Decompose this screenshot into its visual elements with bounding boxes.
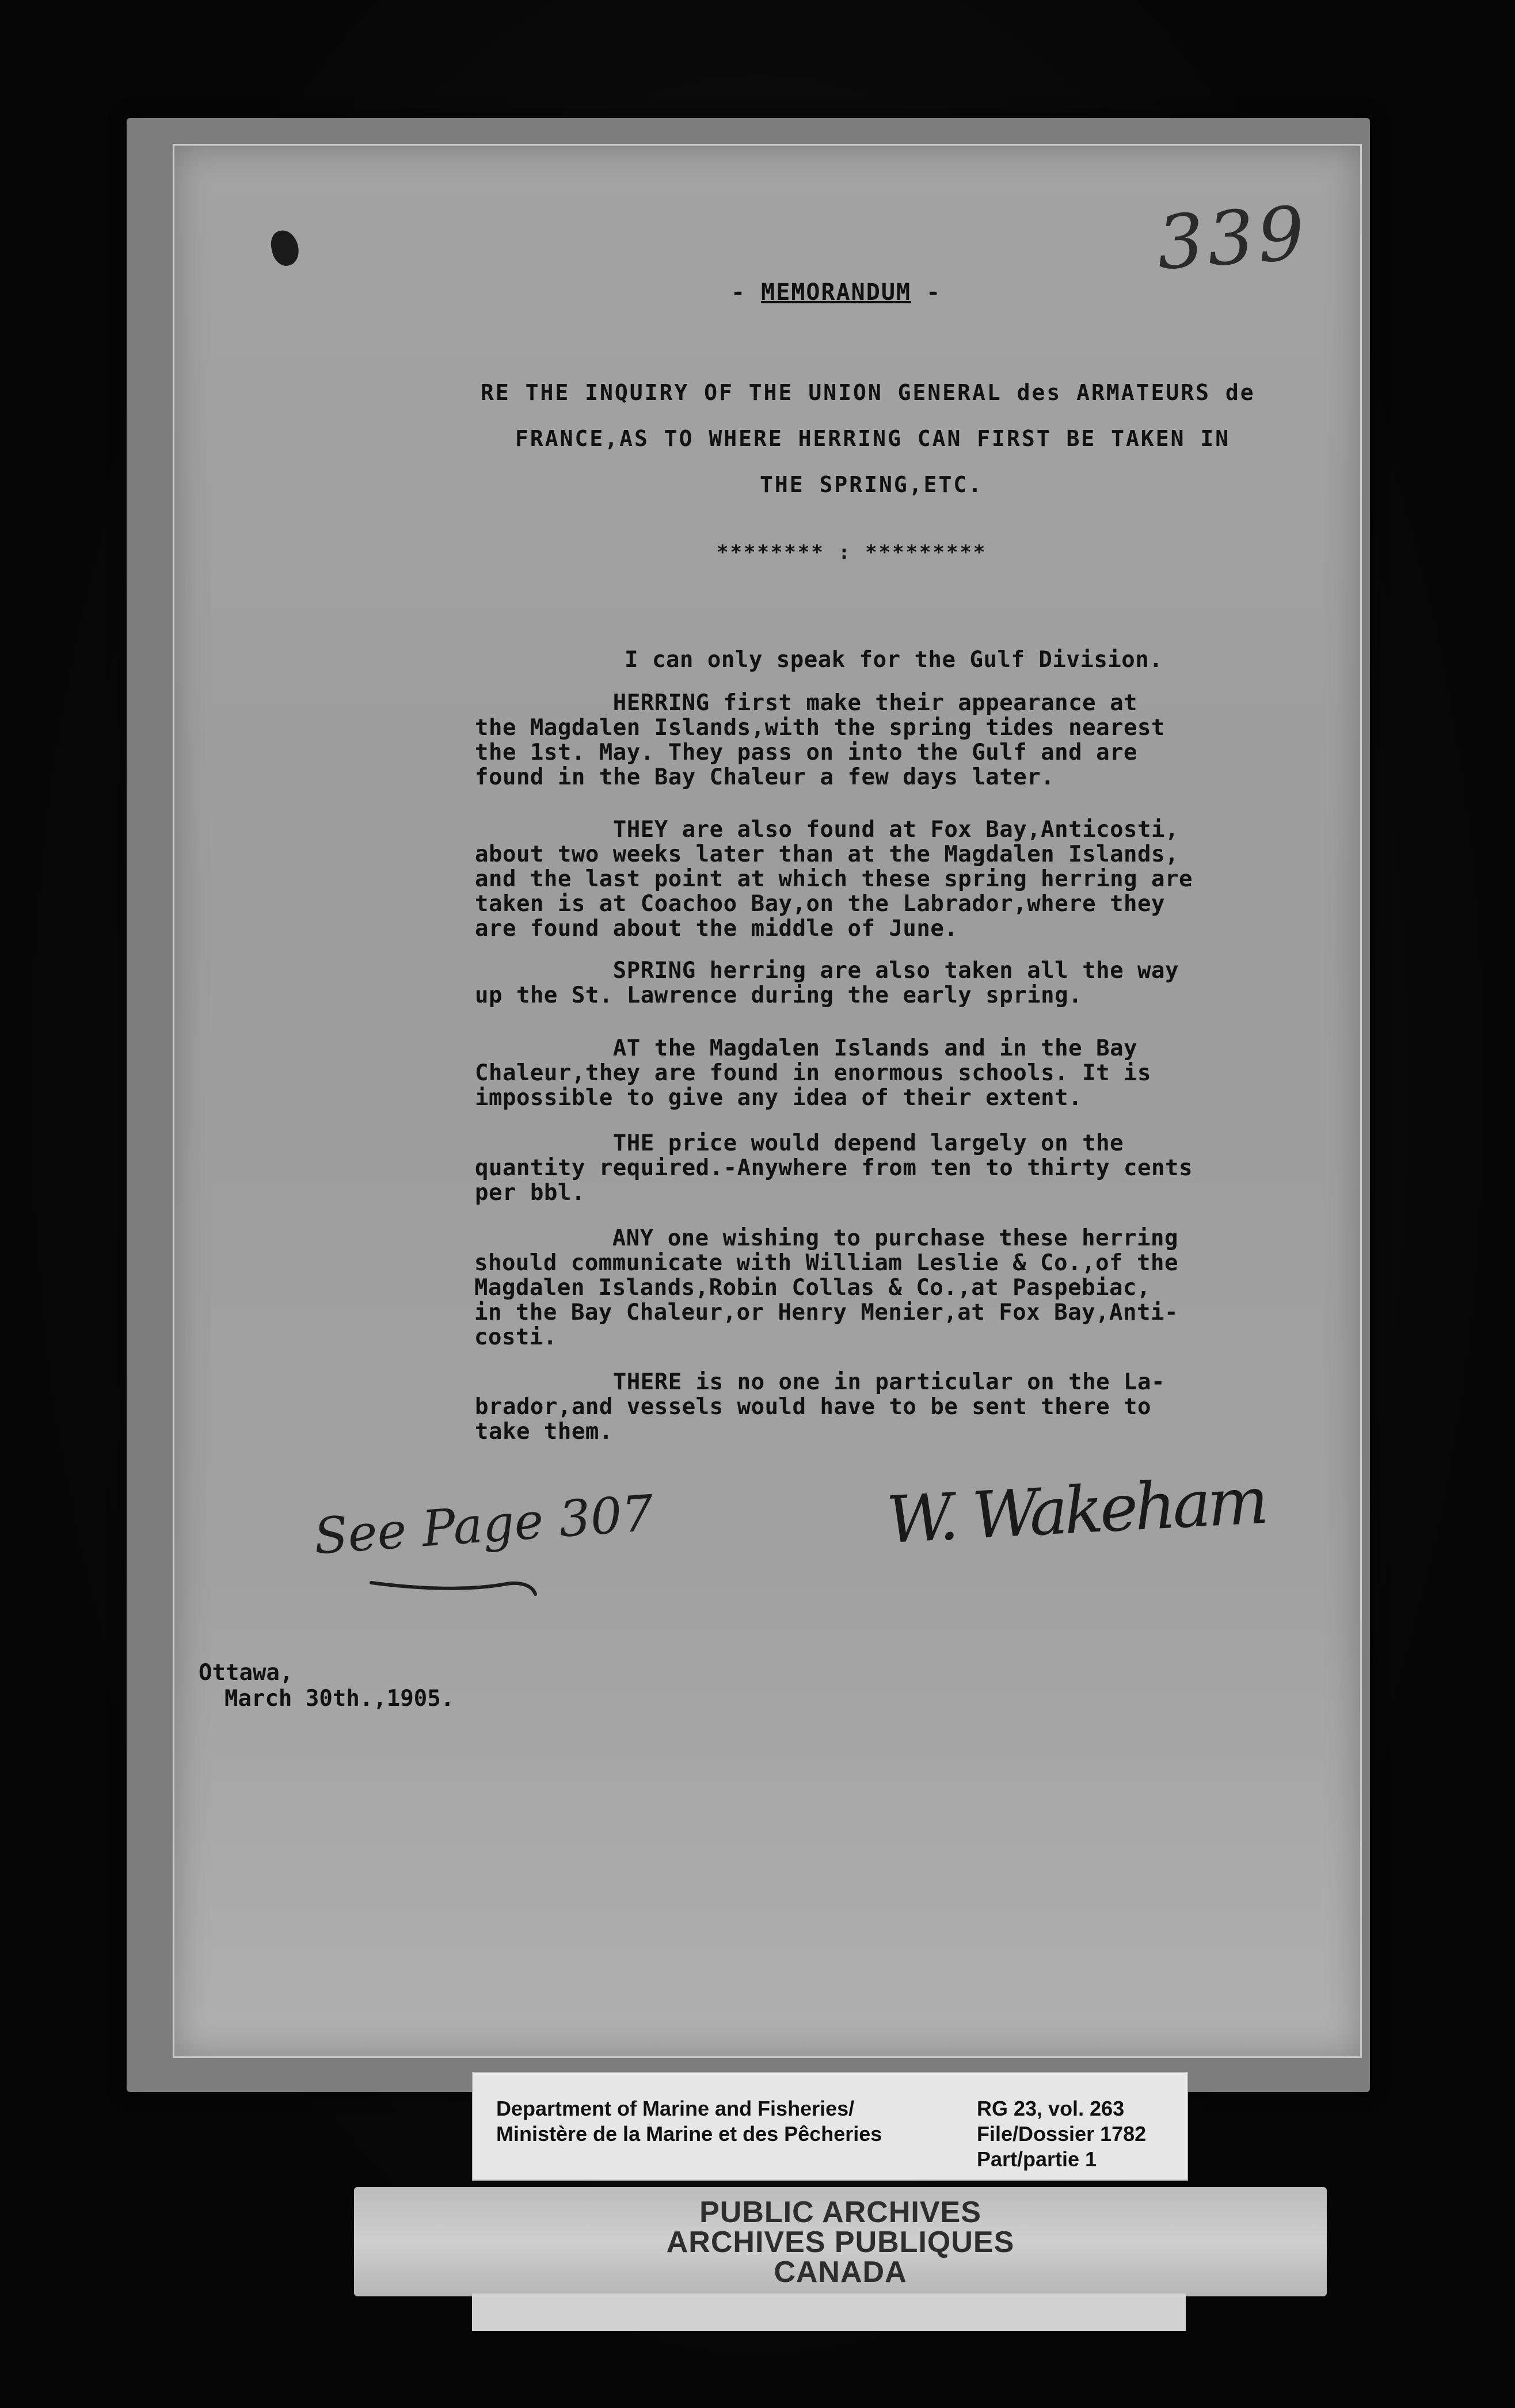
stamp-line-3: CANADA	[774, 2255, 907, 2289]
department-en: Department of Marine and Fisheries/	[496, 2097, 855, 2120]
heading-dash-right: -	[911, 279, 942, 306]
separator-line: ******** : *********	[717, 541, 987, 564]
stamp-line-1: PUBLIC ARCHIVES	[699, 2196, 981, 2229]
heading-title: MEMORANDUM	[761, 279, 911, 306]
handwritten-underline	[368, 1565, 541, 1600]
paragraph-st-lawrence: SPRING herring are also taken all the way up the St. Lawrence during the early spring.	[475, 958, 1179, 1008]
place: Ottawa,	[199, 1660, 294, 1686]
record-group: RG 23, vol. 263	[977, 2097, 1125, 2120]
memo-heading	[731, 279, 941, 306]
heading-dash-left: -	[731, 279, 762, 306]
subject-line-3: THE SPRING,ETC.	[760, 472, 984, 497]
paragraph-contacts: ANY one wishing to purchase these herring should communicate with William Leslie & Co.,of the Magdalen Islands,Robin Collas & Co.,at Paspebiac, in the Bay Chaleur,or Henry Menier,at Fox Bay,Anti- costi.	[474, 1225, 1178, 1350]
archive-stamp-text	[354, 2197, 1327, 2287]
archive-reference	[977, 2096, 1146, 2172]
archive-label-lower	[472, 2293, 1186, 2331]
subject-line-2: FRANCE,AS TO WHERE HERRING CAN FIRST BE TAKEN IN	[515, 426, 1231, 451]
paragraph-intro: I can only speak for the Gulf Division.	[625, 647, 1163, 673]
file-number: File/Dossier 1782	[977, 2122, 1147, 2146]
paragraph-schools: AT the Magdalen Islands and in the Bay Chaleur,they are found in enormous schools. It is impossible to give any idea of their extent.	[475, 1035, 1152, 1111]
paragraph-fox-bay: THEY are also found at Fox Bay,Anticosti, about two weeks later than at the Magdalen Islands, and the last point at which these spring herring are taken is at Coachoo Bay,on the Labrador,where they are found about the middle of June.	[475, 817, 1193, 942]
handwritten-page-reference: See Page 307	[312, 1484, 656, 1566]
signature: W. Wakeham	[885, 1463, 1267, 1559]
paragraph-labrador: THERE is no one in particular on the La- brador,and vessels would have to be sent there to take them.	[475, 1369, 1165, 1445]
archive-stamp-band	[354, 2187, 1327, 2296]
paragraph-herring: HERRING first make their appearance at the Magdalen Islands,with the spring tides nearest the 1st. May. They pass on into the Gulf and are found in the Bay Chaleur a few days later.	[475, 690, 1165, 790]
folio-number: 339	[1154, 190, 1311, 287]
subject-line-1: RE THE INQUIRY OF THE UNION GENERAL des ARMATEURS de	[481, 380, 1255, 405]
department-fr: Ministère de la Marine et des Pêcheries	[496, 2122, 882, 2146]
archive-label	[472, 2072, 1188, 2181]
date: March 30th.,1905.	[224, 1686, 455, 1712]
archive-department	[496, 2096, 882, 2147]
stamp-line-2: ARCHIVES PUBLIQUES	[666, 2226, 1015, 2259]
paragraph-price: THE price would depend largely on the quantity required.-Anywhere from ten to thirty cents per bbl.	[475, 1130, 1193, 1206]
part-number: Part/partie 1	[977, 2147, 1097, 2171]
